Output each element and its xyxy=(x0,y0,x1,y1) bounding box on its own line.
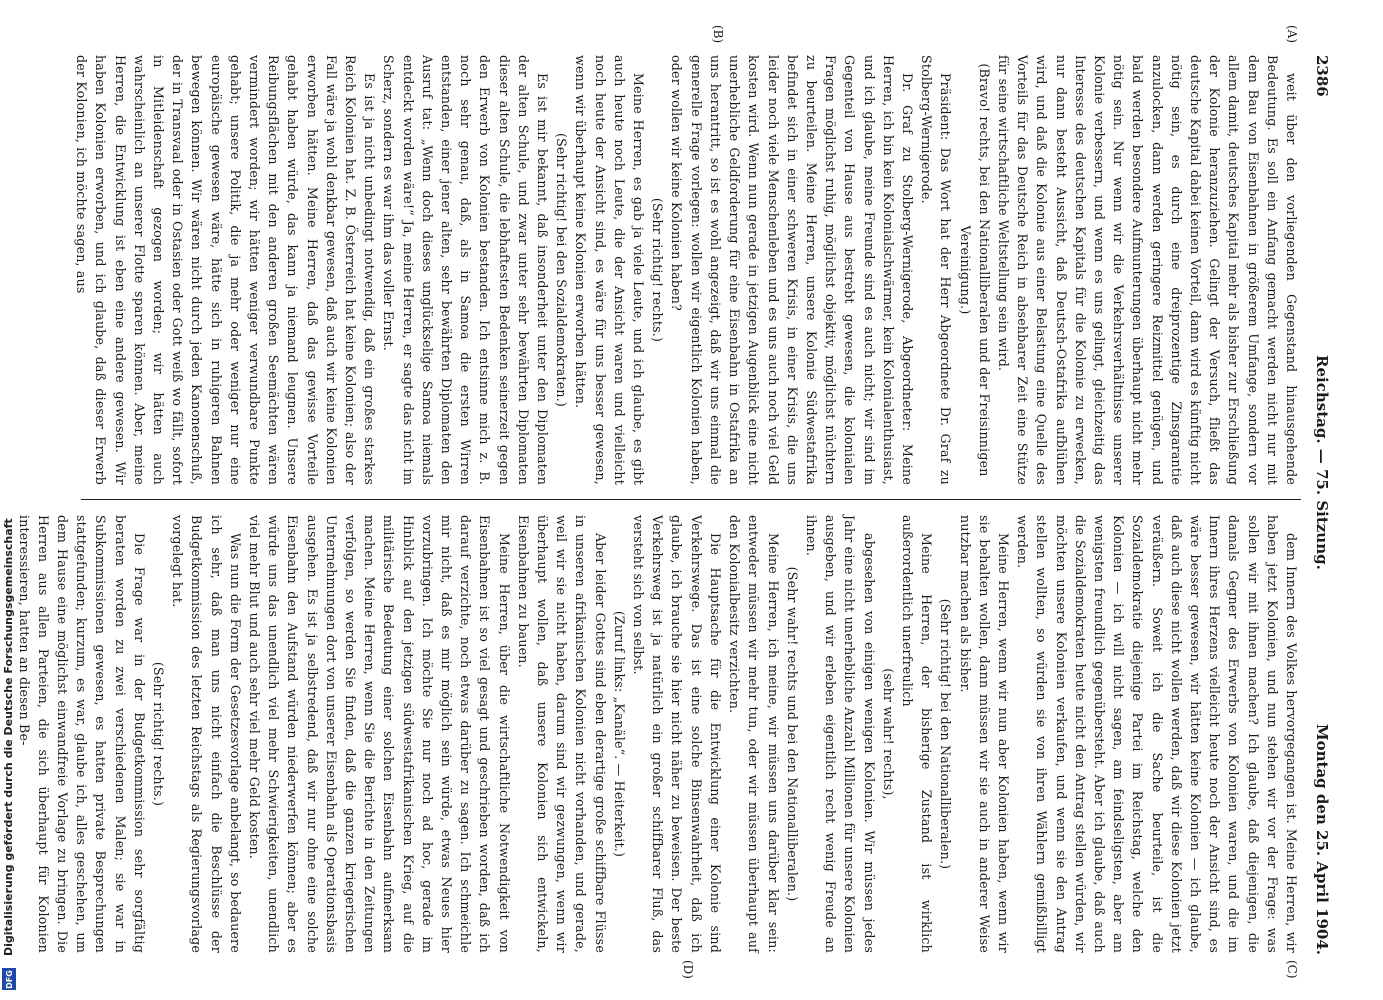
dfg-credit-text: Digitalisierung gefördert durch die Deutsche Forschungsgemeinschaft xyxy=(2,518,15,956)
interjection: (Zuruf links: „Kanäle“. — Heiterkeit.) xyxy=(611,610,627,858)
interjection: (sehr wahr! rechts), xyxy=(880,668,896,800)
interjection: (Bravo! rechts, bei den Nationalliberalen und der Freisinnigen Vereinigung.) xyxy=(957,63,992,477)
paragraph: Was nun die Form der Gesetzesvorlage anbelangt, so bedauere ich sehr, daß man uns nicht einfach die Beschlüsse der Budgetkommission des letzten Reichstags als Regierungsvorlage vorgelegt hat. xyxy=(170,515,243,953)
paragraph: Die Hauptsache für die Entwicklung einer Kolonie sind Verkehrswege. Das ist eine solche Binsenwahrheit, daß ich glaube, ich brauche sie hier nicht näher zu beweisen. Der beste Verkehrsweg ist ja natürlich ein großer schiffbarer Fluß, das versteht sich von selbst. xyxy=(631,515,723,953)
interjection: (Sehr richtig! bei den Sozialdemokraten.) xyxy=(554,132,570,408)
left-column xyxy=(74,55,1301,485)
paragraph: Aber leider Gottes sind eben derartige große schiffbare Flüsse in unseren afrikanischen Kolonien nicht vorhanden, und gerade, weil wir sie nicht haben, darum sind wir gezwungen, wenn wir überhaupt wollen, daß unsere Kolonien sich entwickeln, Eisenbahnen zu bauen. xyxy=(515,515,608,953)
margin-letter-b: (B) xyxy=(711,25,725,44)
paragraph: Präsident: Das Wort hat der Herr Abgeordnete Dr. Graf zu Stolberg-Wernigerode. xyxy=(919,55,954,485)
dfg-logo-text: DFG xyxy=(4,969,14,989)
column-divider xyxy=(81,499,1301,500)
margin-letter-a: (A) xyxy=(1285,25,1299,44)
page-header xyxy=(1307,55,1335,955)
paragraph: Meine Herren, der bisherige Zustand ist wirklich außerordentlich unerfreulich xyxy=(899,515,935,953)
paragraph: Dr. Graf zu Stolberg-Wernigerode, Abgeordneter: Meine Herren, ich bin kein Kolonialschwärmer, kein Kolonialenthusiast, und ich glaube, meine Freunde sind es auch nicht; wir sind im Gegenteil von Hause aus bestrebt gewesen, die kolonialen Fragen möglichst ruhig, möglichst objektiv, möglichst nüchtern zu beurteilen. Meine Herren, unsere Kolonie Südwestafrika befindet sich in einer schweren Krisis, in einer Krisis, die uns leider noch viele Menschenleben und es uns auch noch viel Geld kosten wird. Wenn nun gerade in jetzigen Augenblick eine nicht unerhebliche Geldforderung für eine Eisenbahn in Ostafrika an uns herantritt, so ist es wohl angezeigt, daß wir uns einmal die generelle Frage vorlegen: wollen wir eigentlich Kolonien haben, oder wollen wir keine Kolonien haben? xyxy=(669,55,915,485)
right-column xyxy=(16,515,1301,953)
paragraph: dem Innern des Volkes hervorgegangen ist. Meine Herren, wir haben jetzt Kolonien, und nun stehen wir vor der Frage: was sollen wir mit ihnen machen? Ich glaube, daß diejenigen, die damals Gegner des Erwerbs von Kolonien waren, und die im Innern ihres Herzens vielleicht heute noch der Ansicht sind, es wäre besser gewesen, wir hätten keine Kolonien — ich glaube, daß auch diese nicht wollen werden, daß wir diese Kolonien jetzt veräußern. Soweit ich die Sache beurteile, ist die Sozialdemokratie diejenige Partei im Reichstag, welche den Kolonien — ich will nicht sagen, am feindseligsten, aber am wenigsten freundlich gegenübersteht. Aber ich glaube, daß auch die Sozialdemokraten heute nicht den Antrag stellen würden, wir möchten unsere Kolonien verkaufen, und wenn sie den Antrag stellen wollten, so würden sie von ihren Wählern gemißbilligt werden. xyxy=(1015,515,1299,953)
session-date: Montag den 25. April 1904. xyxy=(1313,724,1331,955)
paragraph: Meine Herren, ich meine, wir müssen uns darüber klar sein: entweder müssen wir mehr tun, oder wir müssen überhaupt auf den Kolonialbesitz verzichten. xyxy=(727,515,781,953)
margin-letter-c: (C) xyxy=(1285,960,1299,979)
paragraph: Meine Herren, es gab ja viele Leute, und ich glaube, es gibt auch heute noch Leute, die der Ansicht waren und vielleicht noch heute der Ansicht sind, es wäre für uns besser gewesen, wenn wir überhaupt keine Kolonien erworben hätten. xyxy=(573,55,647,485)
paragraph: Meine Herren, über die wirtschaftliche Notwendigkeit von Eisenbahnen ist so viel gesagt und geschrieben worden, daß ich darauf verzichte, noch etwas darüber zu sagen. Ich schmeichle mir nicht, daß es mir möglich sein würde, etwas Neues hier vorzubringen. Ich möchte Sie nur noch ad hoc, gerade im Hinblick auf den jetzigen südwestafrikanischen Krieg, auf die militärische Bedeutung einer solchen Eisenbahn aufmerksam machen. Meine Herren, wenn Sie die Berichte in den Zeitungen verfolgen, so werden Sie finden, daß die ganzen kriegerischen Unternehmungen dort von unserer Eisenbahn als Operationsbasis ausgehen. Es ist ja selbstredend, daß wir nur ohne eine solche Eisenbahn den Aufstand würden niederwerfen können; aber es würde uns das unendlich viel mehr Schwierigkeiten, unendlich viel mehr Blut und auch sehr viel mehr Geld kosten. xyxy=(247,515,512,953)
rotated-page-content xyxy=(16,25,1335,979)
interjection: (Sehr richtig! bei den Nationalliberalen.) xyxy=(938,598,954,870)
interjection: (Sehr wahr! rechts und bei den Nationalliberalen.) xyxy=(784,566,800,902)
paragraph: Es ist ja nicht unbedingt notwendig, daß ein großes starkes Reich Kolonien hat. Z. B. Österreich hat keine Kolonien; also der Fall wäre ja wohl denkbar gewesen, daß auch wir keine Kolonien erworben hätten. Meine Herren, daß das gewisse Vorteile gehabt haben würde, das kann ja niemand leugnen. Unsere Reibungsflächen mit den anderen großen Seemächten wären vermindert worden; wir hätten weniger verwundbare Punkte gehabt; unsere Politik, die ja mehr oder weniger nur eine europäische gewesen wäre, hätte sich in ruhigeren Bahnen bewegen können. Wir wären nicht durch jeden Kanonenschuß, der in Transvaal oder in Ostasien oder Gott weiß wo fällt, sofort in Mitleidenschaft gezogen worden; wir hätten auch wahrscheinlich an unserer Flotte sparen können. Aber, meine Herren, die Entwicklung ist eben eine andere gewesen. Wir haben Kolonien erworben, und ich glaube, daß dieser Erwerb der Kolonien, ich möchte sagen, aus xyxy=(74,55,378,485)
interjection: (Sehr richtig! rechts.) xyxy=(151,661,167,807)
page-number: 2386 xyxy=(1313,55,1331,97)
margin-letter-d: (D) xyxy=(681,960,695,979)
paragraph: Es ist mir bekannt, daß insonderheit unter den Diplomaten der alten Schule, und zwar unter sehr bewährten Diplomaten dieser alten Schule, die lebhaftesten Bedenken seinerzeit gegen den Erwerb von Kolonien bestanden. Ich entsinne mich z. B. noch sehr genau, daß, als in Samoa die ersten Wirren entstanden, einer jener alten, sehr bewährten Diplomaten den Ausruf tat: „Wenn doch dieses unglückselige Samoa niemals entdeckt worden wäre!“ Ja, meine Herren, er sagte das nicht im Scherz, sondern es war ihm das voller Ernst. xyxy=(381,55,551,485)
paragraph: Meine Herren, wenn wir nun aber Kolonien haben, wenn wir sie behalten wollen, dann müssen wir sie auch in anderer Weise nutzbar machen als bisher. xyxy=(957,515,1011,953)
interjection: (Sehr richtig! rechts.) xyxy=(650,197,666,343)
paragraph: abgesehen von einigen wenigen Kolonien. Wir müssen jedes Jahr eine nicht unerhebliche Anzahl Millionen für unsere Kolonien ausgeben, und wir erleben eigentlich recht wenig Freude an ihnen. xyxy=(803,515,877,953)
paragraph: Die Frage war in der Budgetkommission sehr sorgfältig beraten worden zu zwei verschiedenen Malen; sie war in Subkommissionen gewesen, es hatten private Besprechungen stattgefunden; kurzum, es war, glaube ich, alles geschehen, um dem Hause eine möglichst einwandfreie Vorlage zu bringen. Die Herren aus allen Parteien, die sich überhaupt für Kolonien interessieren, hatten an diesen Be- xyxy=(16,515,147,953)
session-title: Reichstag. — 75. Sitzung. xyxy=(1313,355,1331,570)
paragraph: weit über den vorliegenden Gegenstand hinausgehende Bedeutung. Es soll ein Anfang gemacht werden nicht nur mit dem Bau von Eisenbahnen in größerem Umfange, sondern vor allem damit, deutsches Kapital mehr als bisher zur Erschließung der Kolonie heranzuziehen. Gelingt der Versuch, fließt das deutsche Kapital dabei keinen Vorteil, dann wird es künftig nicht nötig sein, es durch eine dreiprozentige Zinsgarantie anzulocken, dann werden geringere Reizmittel genügen, und bald werden besondere Aufmunterungen überhaupt nicht mehr nötig sein. Nur wenn wir die Verkehrsverhältnisse unserer Kolonie verbessern, und wenn es uns gelingt, gleichzeitig das Interesse des deutschen Kapitals für die Kolonie zu erwecken, nur dann besteht Aussicht, daß Deutsch-Ostafrika aufblühen wird, und daß die Kolonie aus einer Belastung eine Quelle des Vorteils für das Deutsche Reich in absehbarer Zeit eine Stütze für seine wirtschaftliche Weltstellung sein wird. xyxy=(995,55,1299,485)
dfg-logo xyxy=(2,968,16,990)
